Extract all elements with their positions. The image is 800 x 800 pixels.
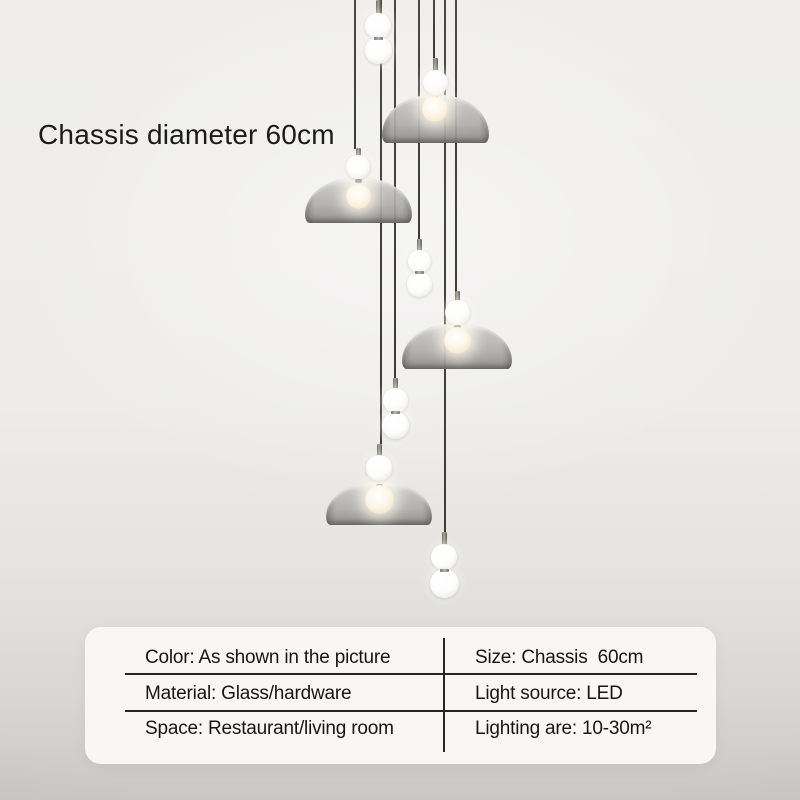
pendant-sphere — [408, 250, 431, 273]
pendant-cord — [433, 0, 435, 58]
light-bulb — [444, 327, 471, 354]
table-row-separator — [125, 710, 697, 712]
spec-lighting-area: Lighting are: 10-30m² — [475, 718, 652, 739]
light-bulb — [346, 184, 371, 209]
pendant-sphere — [365, 13, 391, 39]
pendant-cord — [354, 0, 356, 149]
spec-light-source: Light source: LED — [475, 683, 623, 704]
pendant-sphere — [407, 272, 432, 297]
light-bulb — [365, 485, 394, 514]
top-sphere — [346, 155, 370, 179]
pendant-cord — [455, 0, 457, 292]
pendant-sphere — [431, 544, 457, 570]
sphere-connector — [415, 271, 424, 274]
spec-card — [85, 627, 716, 764]
table-vertical-divider — [443, 638, 445, 752]
top-sphere — [423, 70, 448, 95]
sphere-connector — [374, 37, 383, 40]
spec-material: Material: Glass/hardware — [145, 683, 352, 704]
chassis-diameter-label: Chassis diameter 60cm — [38, 119, 335, 150]
spec-color: Color: As shown in the picture — [145, 647, 391, 668]
pendant-sphere — [365, 37, 392, 64]
pendant-sphere — [383, 388, 408, 413]
top-sphere — [366, 455, 392, 481]
sphere-connector — [440, 569, 449, 572]
light-bulb — [422, 96, 448, 122]
table-row-separator — [125, 673, 697, 675]
spec-space: Space: Restaurant/living room — [145, 718, 394, 739]
top-sphere — [445, 300, 470, 325]
pendant-sphere — [382, 412, 409, 439]
spec-size: Size: Chassis 60cm — [475, 647, 644, 668]
bulb-socket — [355, 179, 362, 183]
metal-fitting — [376, 0, 381, 13]
sphere-connector — [391, 411, 400, 414]
pendant-sphere — [430, 569, 459, 598]
